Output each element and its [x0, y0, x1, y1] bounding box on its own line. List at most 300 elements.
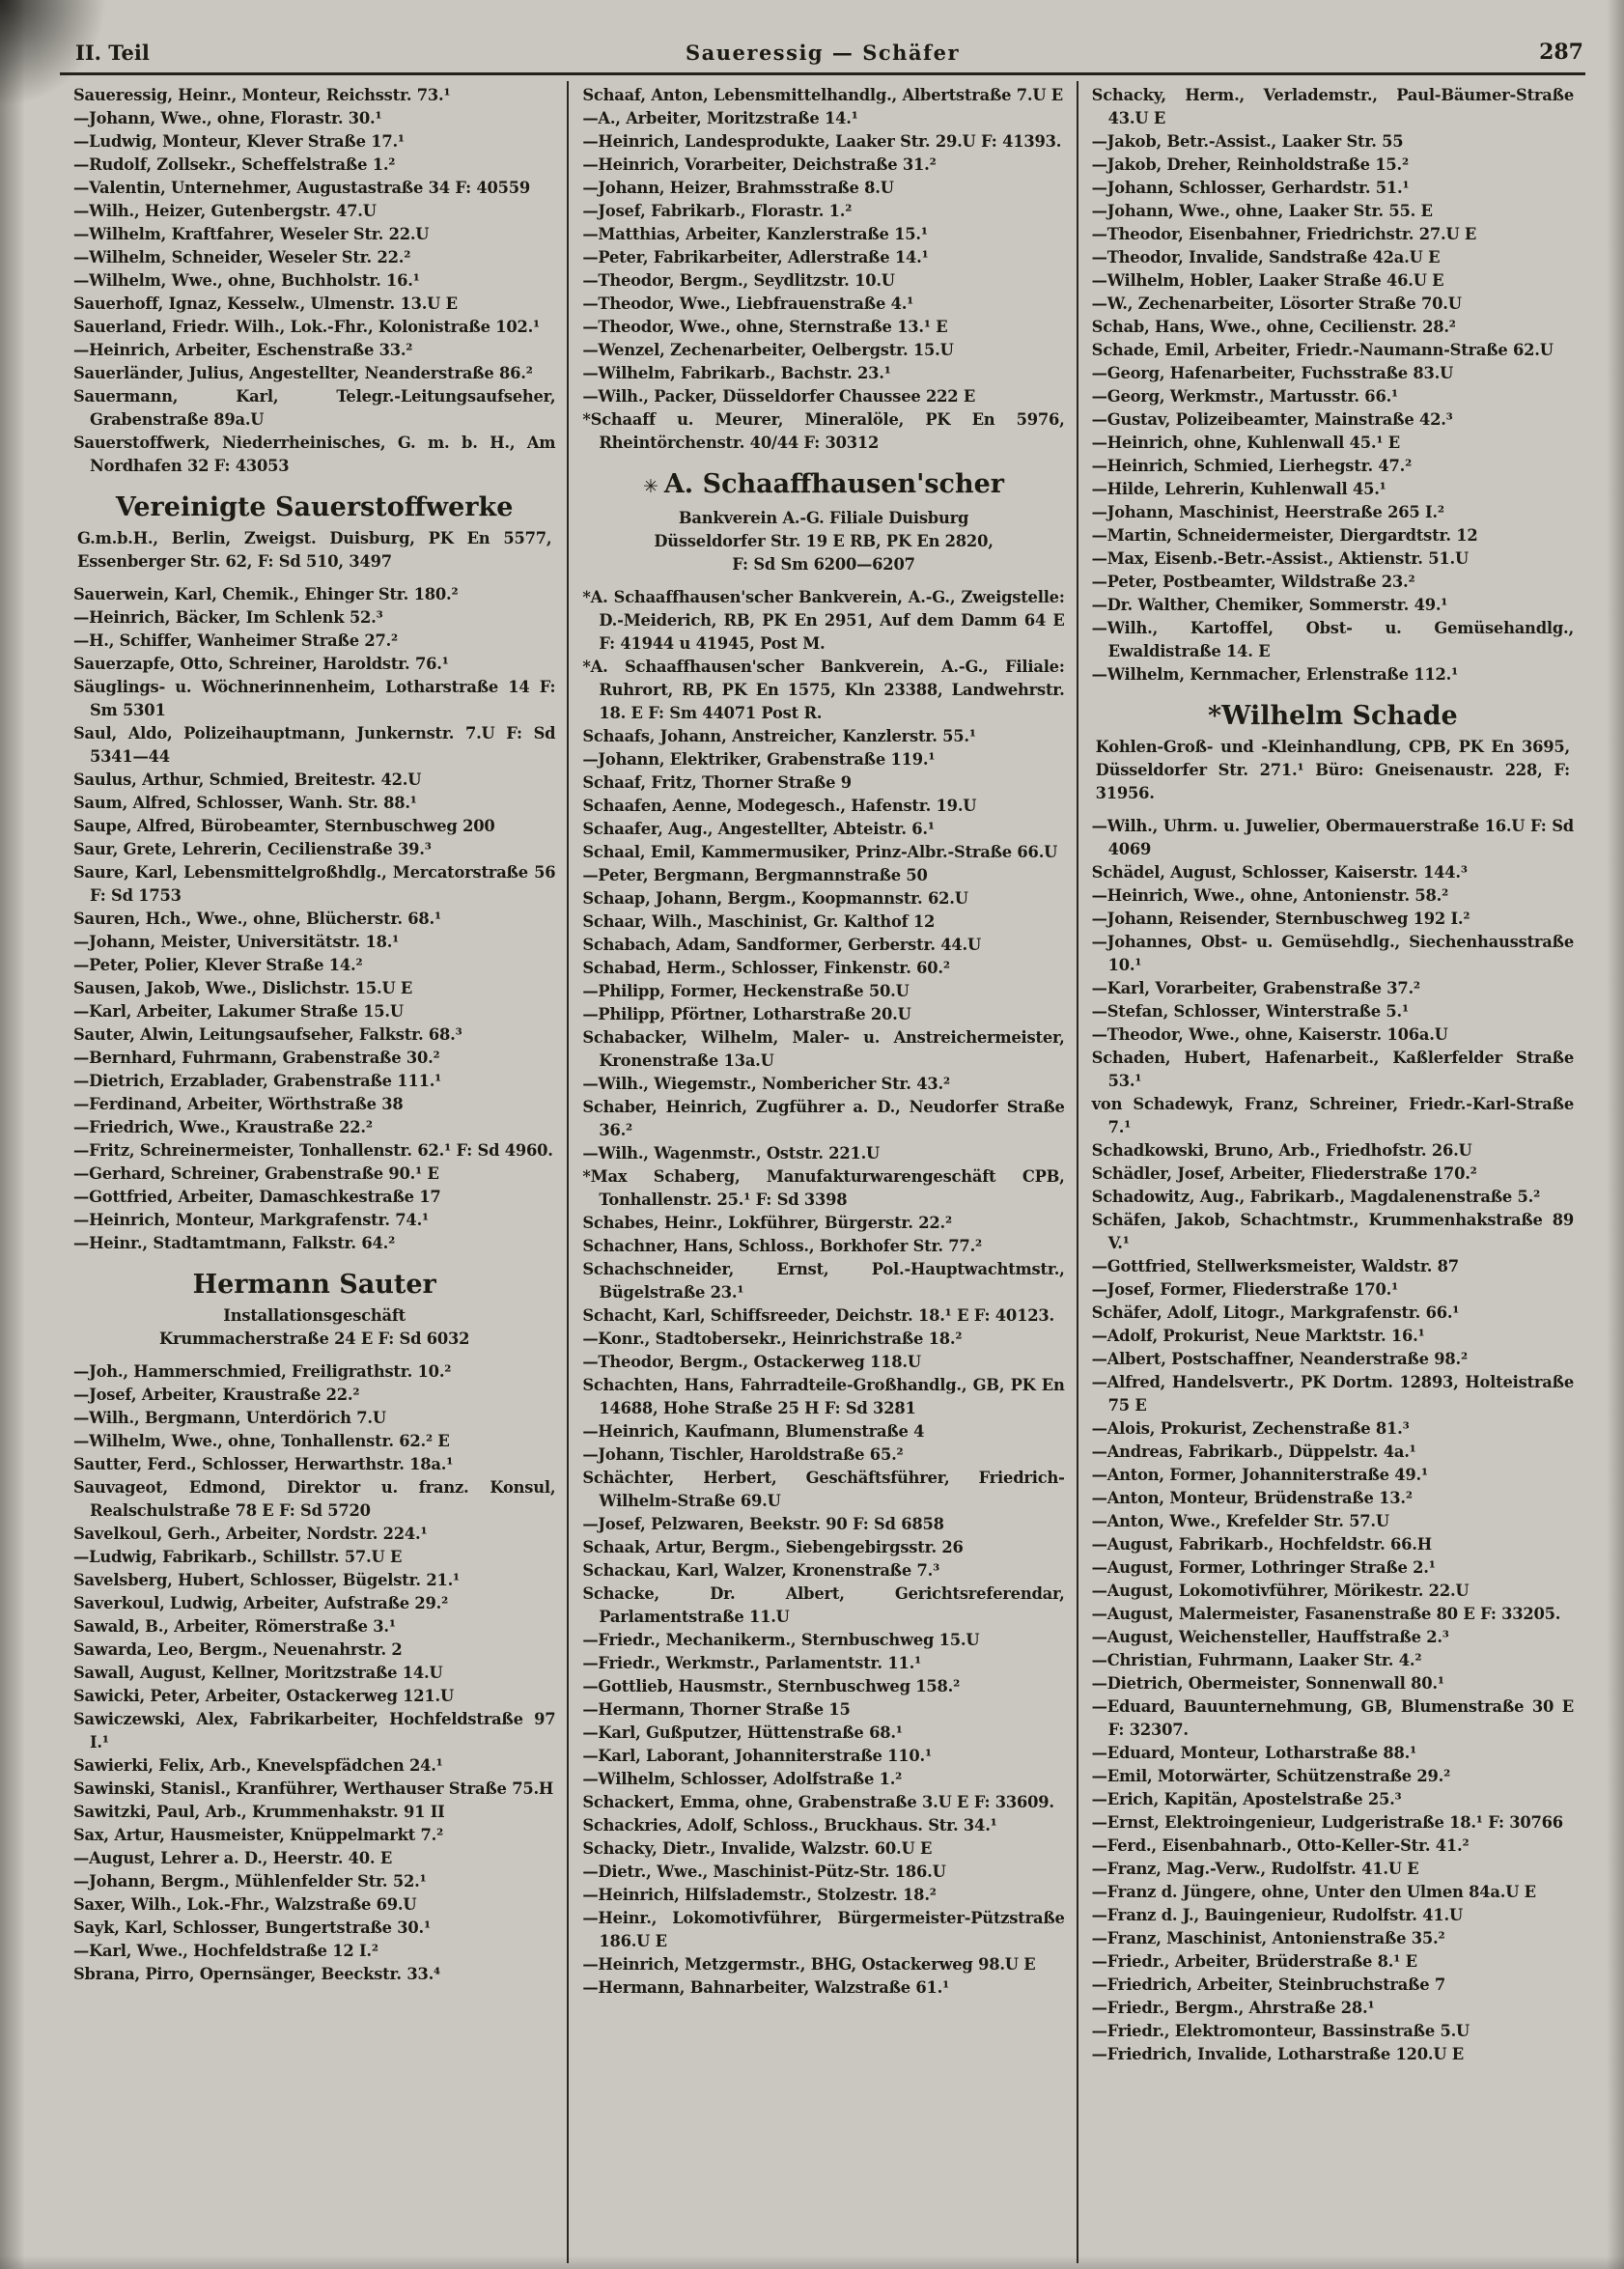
entry-text: —Peter, Fabrikarbeiter, Adlerstraße 14.¹ — [582, 248, 929, 266]
page-number: 287 — [1539, 40, 1583, 65]
directory-entry — [582, 957, 1064, 980]
entry-text: —Josef, Arbeiter, Kraustraße 22.² — [73, 1386, 360, 1404]
entry-text: —Franz, Maschinist, Antonienstraße 35.² — [1091, 1929, 1445, 1947]
directory-entry — [73, 1023, 555, 1047]
entry-text: —Franz d. J., Bauingenieur, Rudolfstr. 41.U — [1091, 1906, 1463, 1924]
directory-entry — [73, 1893, 555, 1917]
entry-text: Schachschneider, Ernst, Pol.-Hauptwachtmstr., Bügelstraße 23.¹ — [582, 1260, 1065, 1302]
entry-text: —Johann, Tischler, Haroldstraße 65.² — [582, 1445, 904, 1464]
entry-text: —Heinrich, Kaufmann, Blumenstraße 4 — [582, 1422, 925, 1441]
entry-text: —Wilh., Uhrm. u. Juwelier, Obermauerstraße 16.U F: Sd 4069 — [1091, 817, 1574, 858]
directory-entry — [73, 1139, 555, 1163]
entry-text: —Alfred, Handelsvertr., PK Dortm. 12893, Holteistraße 75 E — [1091, 1373, 1574, 1415]
entry-text: —Friedrich, Wwe., Kraustraße 22.² — [73, 1118, 373, 1136]
directory-entry — [1092, 1927, 1574, 1950]
directory-entry — [1092, 1580, 1574, 1603]
entry-text: —Eduard, Monteur, Lotharstraße 88.¹ — [1091, 1744, 1417, 1762]
directory-entry — [1092, 339, 1574, 362]
directory-entry — [582, 154, 1064, 177]
entry-text: —Rudolf, Zollsekr., Scheffelstraße 1.² — [73, 155, 396, 174]
directory-entry — [73, 908, 555, 931]
entry-text: Sauerland, Friedr. Wilh., Lok.-Fhr., Kolonistraße 102.¹ — [73, 318, 540, 336]
directory-entry — [1092, 1858, 1574, 1881]
directory-entry — [582, 84, 1064, 107]
entry-text: —Friedr., Bergm., Ahrstraße 28.¹ — [1091, 1999, 1375, 2017]
directory-entry — [73, 362, 555, 385]
entry-text: —Wilhelm, Wwe., ohne, Buchholstr. 16.¹ — [73, 271, 420, 290]
entry-text: Sauren, Hch., Wwe., ohne, Blücherstr. 68.¹ — [73, 910, 441, 928]
entry-text: —Friedr., Elektromonteur, Bassinstraße 5.U — [1091, 2022, 1470, 2040]
directory-entry — [73, 130, 555, 154]
directory-entry — [1092, 293, 1574, 316]
entry-text: Schackert, Emma, ohne, Grabenstraße 3.U E F: 33609. — [582, 1793, 1054, 1811]
directory-entry — [582, 1907, 1064, 1953]
entry-text: Schädler, Josef, Arbeiter, Fliederstraße 170.² — [1091, 1164, 1477, 1183]
entry-text: —Ludwig, Monteur, Klever Straße 17.¹ — [73, 132, 405, 151]
entry-text: Sawinski, Stanisl., Kranführer, Werthauser Straße 75.H — [73, 1779, 554, 1798]
directory-entry — [582, 771, 1064, 795]
entry-text: Schabad, Herm., Schlosser, Finkenstr. 60.² — [582, 959, 950, 977]
directory-entry — [73, 1047, 555, 1070]
entry-text: Sauerhoff, Ignaz, Kesselw., Ulmenstr. 13.U E — [73, 294, 458, 313]
directory-entry — [1092, 200, 1574, 223]
directory-entry — [582, 200, 1064, 223]
directory-entry — [582, 1351, 1064, 1374]
directory-entry — [1092, 1997, 1574, 2020]
directory-entry — [1092, 2043, 1574, 2066]
entry-text: Schackau, Karl, Walzer, Kronenstraße 7.³ — [582, 1561, 939, 1580]
entry-text: Sauerzapfe, Otto, Schreiner, Haroldstr. 76.¹ — [73, 655, 449, 673]
directory-entry — [582, 980, 1064, 1003]
entry-text: Saxer, Wilh., Lok.-Fhr., Walzstraße 69.U — [73, 1895, 417, 1914]
directory-entry — [73, 583, 555, 606]
entry-text: Kohlen-Groß- und -Kleinhandlung, CPB, PK En 3695, Düsseldorfer Str. 271.¹ Büro: Gneisenaustr. 228, F: 31956. — [1095, 738, 1570, 802]
directory-entry — [1092, 1510, 1574, 1533]
directory-entry — [582, 362, 1064, 385]
entry-text: —Theodor, Bergm., Seydlitzstr. 10.U — [582, 271, 895, 290]
entry-text: —Friedr., Werkmstr., Parlamentstr. 11.¹ — [582, 1654, 922, 1672]
entry-text: von Schadewyk, Franz, Schreiner, Friedr.-Karl-Straße 7.¹ — [1091, 1095, 1574, 1136]
directory-entry — [582, 130, 1064, 154]
entry-text: —Philipp, Former, Heckenstraße 50.U — [582, 982, 910, 1000]
directory-entry — [73, 432, 555, 478]
entry-text: —Jakob, Dreher, Reinholdstraße 15.² — [1091, 155, 1409, 174]
directory-entry — [1092, 1186, 1574, 1209]
entry-text: Savelsberg, Hubert, Schlosser, Bügelstr. 21.¹ — [73, 1571, 460, 1589]
entry-text: —August, Lokomotivführer, Mörikestr. 22.U — [1091, 1582, 1470, 1600]
directory-entry — [73, 1430, 555, 1453]
directory-entry — [73, 1870, 555, 1893]
entry-text: —August, Fabrikarb., Hochfeldstr. 66.H — [1091, 1535, 1432, 1554]
entry-text: —Wilh., Bergmann, Unterdörich 7.U — [73, 1409, 386, 1427]
entry-text: —Wilhelm, Wwe., ohne, Tonhallenstr. 62.² E — [73, 1432, 450, 1450]
directory-entry — [1092, 977, 1574, 1000]
entry-text: —Johannes, Obst- u. Gemüsehdlg., Siechenhausstraße 10.¹ — [1091, 933, 1574, 974]
directory-entry — [1092, 1672, 1574, 1695]
directory-entry — [73, 1093, 555, 1116]
directory-entry — [582, 1467, 1064, 1513]
entry-text: —Friedr., Mechanikerm., Sternbuschweg 15.U — [582, 1631, 980, 1649]
directory-entry — [1092, 2020, 1574, 2043]
directory-entry — [73, 1569, 555, 1592]
entry-text: Schaafer, Aug., Angestellter, Abteistr. 6.¹ — [582, 820, 935, 838]
entry-text: —Ferdinand, Arbeiter, Wörthstraße 38 — [73, 1095, 404, 1113]
ad-text-line — [73, 1304, 555, 1328]
directory-entry — [73, 246, 555, 269]
directory-entry — [73, 1801, 555, 1824]
ad-heading — [73, 1269, 555, 1301]
entry-text: Schäfen, Jakob, Schachtmstr., Krummenhakstraße 89 V.¹ — [1091, 1211, 1574, 1252]
directory-entry — [1092, 1023, 1574, 1047]
entry-text: —Heinrich, Schmied, Lierhegstr. 47.² — [1091, 457, 1413, 475]
entry-text: Schaafs, Johann, Anstreicher, Kanzlerstr. 55.¹ — [582, 727, 976, 745]
entry-text: Schachner, Hans, Schloss., Borkhofer Str. 77.² — [582, 1237, 982, 1255]
directory-entry — [1092, 663, 1574, 686]
directory-entry — [1092, 1255, 1574, 1278]
entry-text: —Johann, Meister, Universitätstr. 18.¹ — [73, 933, 400, 951]
entry-text: —Peter, Bergmann, Bergmannstraße 50 — [582, 866, 928, 884]
directory-entry — [1092, 861, 1574, 884]
directory-entry — [582, 887, 1064, 910]
directory-entry — [582, 586, 1064, 656]
entry-text: —Wilh., Packer, Düsseldorfer Chaussee 222 E — [582, 387, 976, 406]
entry-text: Bankverein A.-G. Filiale Duisburg — [678, 509, 969, 527]
ad-text-line — [73, 527, 555, 574]
directory-entry — [73, 1592, 555, 1615]
entry-text: —August, Former, Lothringer Straße 2.¹ — [1091, 1558, 1436, 1577]
directory-entry — [582, 1791, 1064, 1814]
directory-entry — [73, 1824, 555, 1847]
entry-text: Sauermann, Karl, Telegr.-Leitungsaufseher, Grabenstraße 89a.U — [73, 387, 556, 429]
entry-text: Schaak, Artur, Bergm., Siebengebirgsstr. 26 — [582, 1538, 964, 1556]
directory-entry — [73, 385, 555, 432]
entry-text: —Franz d. Jüngere, ohne, Unter den Ulmen 84a.U E — [1091, 1883, 1536, 1901]
entry-text: —Heinrich, Arbeiter, Eschenstraße 33.² — [73, 341, 413, 359]
directory-entry — [582, 841, 1064, 864]
entry-text: —Franz, Mag.-Verw., Rudolfstr. 41.U E — [1091, 1860, 1419, 1878]
entry-text: —Josef, Pelzwaren, Beekstr. 90 F: Sd 6858 — [582, 1515, 944, 1533]
directory-entry — [73, 977, 555, 1000]
directory-entry — [73, 1708, 555, 1754]
directory-entry — [582, 1235, 1064, 1258]
directory-entry — [582, 408, 1064, 455]
entry-text: F: Sd Sm 6200—6207 — [732, 555, 915, 574]
directory-entry — [582, 1374, 1064, 1420]
entry-text: Sauter, Alwin, Leitungsaufseher, Falkstr. 68.³ — [73, 1025, 462, 1044]
entry-text: —Alois, Prokurist, Zechenstraße 81.³ — [1091, 1419, 1410, 1438]
entry-text: Saulus, Arthur, Schmied, Breitestr. 42.U — [73, 770, 422, 789]
directory-entry — [73, 154, 555, 177]
entry-text: Sayk, Karl, Schlosser, Bungertstraße 30.¹ — [73, 1919, 431, 1937]
directory-entry — [73, 177, 555, 200]
directory-entry — [1092, 908, 1574, 931]
directory-entry — [73, 676, 555, 722]
directory-entry — [582, 1768, 1064, 1791]
column-1 — [60, 81, 567, 2263]
entry-text: —Johann, Elektriker, Grabenstraße 119.¹ — [582, 750, 936, 769]
directory-entry — [73, 1523, 555, 1546]
directory-entry — [1092, 362, 1574, 385]
directory-entry — [1092, 1348, 1574, 1371]
directory-entry — [1092, 223, 1574, 246]
directory-entry — [1092, 1278, 1574, 1302]
entry-text: —Dr. Walther, Chemiker, Sommerstr. 49.¹ — [1091, 596, 1448, 614]
entry-text: —Theodor, Eisenbahner, Friedrichstr. 27.U E — [1091, 225, 1477, 243]
directory-entry — [1092, 316, 1574, 339]
directory-entry — [582, 1096, 1064, 1142]
directory-entry — [1092, 1533, 1574, 1556]
entry-text: —Friedr., Arbeiter, Brüderstraße 8.¹ E — [1091, 1952, 1417, 1971]
entry-text: —W., Zechenarbeiter, Lösorter Straße 70.U — [1091, 294, 1462, 313]
directory-entry — [1092, 1950, 1574, 1974]
entry-text: —Heinr., Stadtamtmann, Falkstr. 64.² — [73, 1234, 395, 1252]
entry-text: —Friedrich, Arbeiter, Steinbruchstraße 7 — [1091, 1975, 1446, 1994]
directory-entry — [582, 748, 1064, 771]
directory-entry — [73, 1546, 555, 1569]
directory-entry — [582, 177, 1064, 200]
entry-text: Sawicki, Peter, Arbeiter, Ostackerweg 121.U — [73, 1687, 454, 1705]
ad-text-line — [582, 530, 1064, 553]
entry-text: —Johann, Reisender, Sternbuschweg 192 I.² — [1091, 910, 1470, 928]
entry-text: —Johann, Wwe., ohne, Florastr. 30.¹ — [73, 109, 382, 127]
directory-entry — [73, 931, 555, 954]
entry-text: Schädel, August, Schlosser, Kaiserstr. 144.³ — [1091, 863, 1468, 882]
running-title: Saueressig — Schäfer — [685, 41, 961, 65]
entry-text: Schade, Emil, Arbeiter, Friedr.-Naumann-Straße 62.U — [1091, 341, 1554, 359]
entry-text: Sawiczewski, Alex, Fabrikarbeiter, Hochfeldstraße 97 I.¹ — [73, 1710, 556, 1751]
entry-text: Schaar, Wilh., Maschinist, Gr. Kalthof 12 — [582, 912, 936, 931]
entry-text: Sbrana, Pirro, Opernsänger, Beeckstr. 33.⁴ — [73, 1965, 440, 1983]
directory-entry — [1092, 177, 1574, 200]
directory-entry — [73, 1453, 555, 1476]
entry-text: —Wilhelm, Kraftfahrer, Weseler Str. 22.U — [73, 225, 430, 243]
ad-text-line — [1092, 736, 1574, 805]
directory-entry — [73, 815, 555, 838]
entry-text: Schabach, Adam, Sandformer, Gerberstr. 44.U — [582, 936, 982, 954]
directory-entry — [1092, 931, 1574, 977]
entry-text: A. Schaaffhausen'scher — [663, 469, 1005, 499]
directory-entry — [73, 1963, 555, 1986]
entry-text: —Dietr., Wwe., Maschinist-Pütz-Str. 186.U — [582, 1863, 946, 1881]
directory-entry — [73, 1163, 555, 1186]
directory-entry — [1092, 1974, 1574, 1997]
entry-text: Düsseldorfer Str. 19 E RB, PK En 2820, — [654, 532, 994, 550]
directory-entry — [582, 293, 1064, 316]
directory-entry — [73, 269, 555, 293]
directory-entry — [1092, 408, 1574, 432]
entry-text: —Wilhelm, Schlosser, Adolfstraße 1.² — [582, 1770, 903, 1788]
directory-entry — [1092, 594, 1574, 617]
directory-entry — [1092, 1371, 1574, 1417]
entry-text: —Johann, Wwe., ohne, Laaker Str. 55. E — [1091, 202, 1433, 220]
directory-entry — [1092, 1904, 1574, 1927]
directory-entry — [73, 107, 555, 130]
directory-entry — [582, 385, 1064, 408]
directory-entry — [1092, 547, 1574, 571]
entry-text: —Heinrich, Vorarbeiter, Deichstraße 31.² — [582, 155, 937, 174]
directory-entry — [73, 954, 555, 977]
entry-text: *Wilhelm Schade — [1208, 701, 1458, 731]
directory-entry — [582, 1976, 1064, 2000]
directory-entry — [582, 1328, 1064, 1351]
directory-entry — [73, 769, 555, 792]
entry-text: —Jakob, Betr.-Assist., Laaker Str. 55 — [1091, 132, 1404, 151]
entry-text: Schaden, Hubert, Hafenarbeit., Kaßlerfelder Straße 53.¹ — [1091, 1049, 1574, 1090]
entry-text: —Eduard, Bauunternehmung, GB, Blumenstraße 30 E F: 32307. — [1091, 1697, 1574, 1739]
directory-entry — [1092, 524, 1574, 547]
telephone-emblem-icon: ✳ — [642, 476, 658, 497]
directory-entry — [73, 792, 555, 815]
directory-entry — [73, 223, 555, 246]
directory-entry — [582, 1443, 1064, 1467]
entry-text: Sauerstoffwerk, Niederrheinisches, G. m. b. H., Am Nordhafen 32 F: 43053 — [73, 434, 556, 475]
entry-text: —August, Weichensteller, Hauffstraße 2.³ — [1091, 1628, 1449, 1646]
entry-text: —Gerhard, Schreiner, Grabenstraße 90.¹ E — [73, 1164, 439, 1183]
ad-heading — [73, 491, 555, 523]
directory-entry — [1092, 1835, 1574, 1858]
entry-text: *A. Schaaffhausen'scher Bankverein, A.-G., Filiale: Ruhrort, RB, PK En 1575, Kln 23388, Landwehrstr. 18. E F: Sm 44071 Post R. — [582, 658, 1065, 722]
entry-text: Schadkowski, Bruno, Arb., Friedhofstr. 26.U — [1091, 1141, 1472, 1160]
entry-text: —Ludwig, Fabrikarb., Schillstr. 57.U E — [73, 1548, 403, 1566]
directory-entry — [1092, 1441, 1574, 1464]
directory-entry — [1092, 1093, 1574, 1139]
directory-entry — [73, 630, 555, 653]
directory-entry — [73, 722, 555, 769]
directory-entry — [582, 725, 1064, 748]
entry-text: —Heinrich, Wwe., ohne, Antonienstr. 58.² — [1091, 886, 1449, 905]
directory-entry — [1092, 1325, 1574, 1348]
directory-entry — [1092, 246, 1574, 269]
entry-text: —Theodor, Wwe., ohne, Sternstraße 13.¹ E — [582, 318, 948, 336]
directory-entry — [1092, 1302, 1574, 1325]
directory-entry — [582, 1861, 1064, 1884]
directory-entry — [1092, 1417, 1574, 1441]
entry-text: Schaal, Emil, Kammermusiker, Prinz-Albr.-Straße 66.U — [582, 843, 1058, 861]
entry-text: —Heinrich, Hilfslademstr., Stolzestr. 18.² — [582, 1886, 937, 1904]
directory-entry — [582, 107, 1064, 130]
directory-entry — [582, 1142, 1064, 1165]
entry-text: —Max, Eisenb.-Betr.-Assist., Aktienstr. 51.U — [1091, 549, 1469, 568]
directory-entry — [1092, 1487, 1574, 1510]
entry-text: —Ferd., Eisenbahnarb., Otto-Keller-Str. 41.² — [1091, 1836, 1470, 1855]
entry-text: —Gustav, Polizeibeamter, Mainstraße 42.³ — [1091, 410, 1453, 429]
ad-heading — [582, 468, 1064, 503]
entry-text: —Georg, Hafenarbeiter, Fuchsstraße 83.U — [1091, 364, 1454, 382]
directory-entry — [582, 864, 1064, 887]
entry-text: Schadowitz, Aug., Fabrikarb., Magdalenenstraße 5.² — [1091, 1188, 1541, 1206]
entry-text: —Wilh., Wagenmstr., Oststr. 221.U — [582, 1144, 881, 1163]
entry-text: —Hilde, Lehrerin, Kuhlenwall 45.¹ — [1091, 480, 1386, 498]
directory-entry — [1092, 1163, 1574, 1186]
entry-text: —Dietrich, Erzablader, Grabenstraße 111.¹ — [73, 1072, 442, 1090]
directory-entry — [1092, 1649, 1574, 1672]
directory-entry — [73, 1209, 555, 1232]
directory-entry — [73, 1639, 555, 1662]
directory-entry — [582, 1559, 1064, 1583]
directory-entry — [582, 269, 1064, 293]
entry-text: Schackries, Adolf, Schloss., Bruckhaus. Str. 34.¹ — [582, 1816, 997, 1835]
directory-entry — [73, 1940, 555, 1963]
directory-entry — [73, 1116, 555, 1139]
entry-text: Schaaf, Fritz, Thorner Straße 9 — [582, 773, 852, 792]
directory-entry — [1092, 1464, 1574, 1487]
entry-text: Schacky, Herm., Verlademstr., Paul-Bäumer-Straße 43.U E — [1091, 86, 1574, 127]
entry-text: Sax, Artur, Hausmeister, Knüppelmarkt 7.² — [73, 1826, 444, 1844]
directory-entry — [73, 1685, 555, 1708]
directory-entry — [1092, 1000, 1574, 1023]
entry-text: G.m.b.H., Berlin, Zweigst. Duisburg, PK En 5577, Essenberger Str. 62, F: Sd 510, 3497 — [77, 529, 552, 571]
entry-text: —Heinrich, Monteur, Markgrafenstr. 74.¹ — [73, 1211, 429, 1229]
directory-entry — [582, 1212, 1064, 1235]
entry-text: —Peter, Polier, Klever Straße 14.² — [73, 956, 363, 974]
entry-text: —Wilh., Wiegemstr., Nombericher Str. 43.² — [582, 1075, 950, 1093]
entry-text: —Theodor, Bergm., Ostackerweg 118.U — [582, 1353, 921, 1371]
directory-entry — [73, 1360, 555, 1384]
directory-entry — [73, 1476, 555, 1523]
column-3 — [1077, 81, 1585, 2263]
entry-text: —Friedrich, Invalide, Lotharstraße 120.U E — [1091, 2045, 1465, 2063]
directory-entry — [1092, 1209, 1574, 1255]
directory-entry — [73, 293, 555, 316]
entry-text: —Wilhelm, Hobler, Laaker Straße 46.U E — [1091, 271, 1444, 290]
directory-entry — [582, 1953, 1064, 1976]
entry-text: Savelkoul, Gerh., Arbeiter, Nordstr. 224.¹ — [73, 1525, 428, 1543]
entry-text: —Erich, Kapitän, Apostelstraße 25.³ — [1091, 1790, 1402, 1808]
directory-entry — [73, 316, 555, 339]
entry-text: Schacke, Dr. Albert, Gerichtsreferendar, Parlamentstraße 11.U — [582, 1584, 1065, 1626]
entry-text: —Gottfried, Arbeiter, Damaschkestraße 17 — [73, 1188, 441, 1206]
directory-entry — [582, 818, 1064, 841]
entry-text: —Matthias, Arbeiter, Kanzlerstraße 15.¹ — [582, 225, 928, 243]
entry-text: Sauerwein, Karl, Chemik., Ehinger Str. 180.² — [73, 585, 459, 603]
entry-text: Sawitzki, Paul, Arb., Krummenhakstr. 91 II — [73, 1803, 445, 1821]
entry-text: —A., Arbeiter, Moritzstraße 14.¹ — [582, 109, 858, 127]
directory-entry — [73, 1615, 555, 1639]
entry-text: Sausen, Jakob, Wwe., Dislichstr. 15.U E — [73, 979, 413, 997]
directory-entry — [582, 1513, 1064, 1536]
entry-text: —Johann, Schlosser, Gerhardstr. 51.¹ — [1091, 179, 1410, 197]
directory-entry — [1092, 1788, 1574, 1811]
entry-text: *A. Schaaffhausen'scher Bankverein, A.-G., Zweigstelle: D.-Meiderich, RB, PK En 2951, Auf dem Damm 64 E F: 41944 u 41945, Post M. — [582, 588, 1065, 653]
entry-text: Schaber, Heinrich, Zugführer a. D., Neudorfer Straße 36.² — [582, 1098, 1065, 1139]
ad-text-line — [582, 553, 1064, 576]
directory-entry — [582, 339, 1064, 362]
directory-entry — [582, 1026, 1064, 1073]
entry-text: Installationsgeschäft — [223, 1306, 406, 1325]
entry-text: —Hermann, Bahnarbeiter, Walzstraße 61.¹ — [582, 1978, 950, 1997]
directory-entry — [582, 934, 1064, 957]
directory-entry — [73, 606, 555, 630]
entry-text: Saure, Karl, Lebensmittelgroßhdlg., Mercatorstraße 56 F: Sd 1753 — [73, 863, 556, 905]
entry-text: —Wilhelm, Kernmacher, Erlenstraße 112.¹ — [1091, 665, 1458, 684]
entry-text: —Josef, Former, Fliederstraße 170.¹ — [1091, 1280, 1399, 1299]
entry-text: —Adolf, Prokurist, Neue Marktstr. 16.¹ — [1091, 1327, 1425, 1345]
directory-entry — [1092, 84, 1574, 130]
entry-text: Saueressig, Heinr., Monteur, Reichsstr. 73.¹ — [73, 86, 451, 104]
entry-text: Hermann Sauter — [192, 1270, 436, 1300]
entry-text: Schaafen, Aenne, Modegesch., Hafenstr. 19.U — [582, 797, 977, 815]
entry-text: Saupe, Alfred, Bürobeamter, Sternbuschweg 200 — [73, 817, 495, 835]
entry-text: —Heinrich, Landesprodukte, Laaker Str. 29.U F: 41393. — [582, 132, 1062, 151]
directory-entry — [73, 1186, 555, 1209]
entry-text: —Wilh., Heizer, Gutenbergstr. 47.U — [73, 202, 377, 220]
entry-text: Saul, Aldo, Polizeihauptmann, Junkernstr. 7.U F: Sd 5341—44 — [73, 724, 556, 766]
directory-entry — [1092, 1139, 1574, 1163]
directory-entry — [582, 1837, 1064, 1861]
entry-text: —Konr., Stadtobersekr., Heinrichstraße 18.² — [582, 1330, 963, 1348]
directory-entry — [582, 1629, 1064, 1652]
directory-entry — [582, 1073, 1064, 1096]
